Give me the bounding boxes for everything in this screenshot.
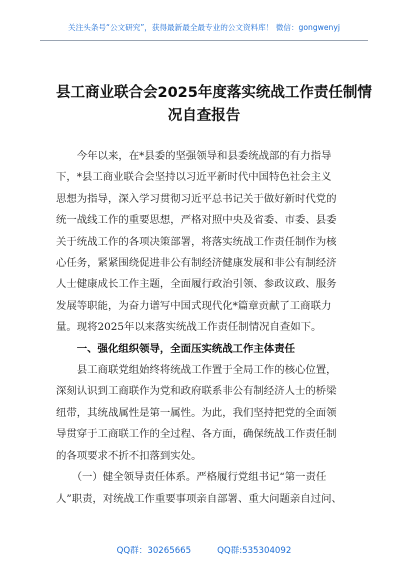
text-line: 人”职责，对统战工作重要事项亲自部署、重大问题亲自过问、 [56, 492, 342, 505]
intro-paragraph [56, 146, 352, 339]
title-line: 况自查报告 [167, 108, 241, 124]
text-line: 心任务，紧紧围绕促进非公有制经济健康发展和非公有制经济 [56, 257, 337, 270]
text-line: 的各项要求不折不扣落到实处。 [56, 449, 202, 462]
document-body [56, 146, 352, 510]
text-line: 县工商联党组始终将统战工作置于全局工作的核心位置， [56, 364, 337, 377]
text-line: 人士健康成长工作主题，全面履行政治引领、参政议政、服务 [56, 278, 337, 291]
text-line: 发展等职能，为奋力谱写中国式现代化*篇章贡献了工商联力 [56, 299, 332, 312]
text-line: 今年以来，在*县委的坚强领导和县委统战部的有力指导 [56, 150, 332, 162]
heading-line: 一、强化组织领导，全面压实统战工作主体责任 [56, 342, 295, 355]
text-line: 思想为指导，深入学习贯彻习近平总书记关于做好新时代党的 [56, 192, 337, 205]
header-divider [40, 40, 368, 41]
text-line: 下，*县工商业联合会坚持以习近平新时代中国特色社会主义 [56, 171, 332, 184]
footer-contact [40, 544, 368, 556]
header-banner: 关注头条号“公文研究”，获得最新最全最专业的公文资料库！ 微信：gongwenyj [68, 23, 340, 32]
text-line: 关于统战工作的各项决策部署，将落实统战工作责任制作为核 [56, 235, 337, 248]
subsection-paragraph [56, 467, 352, 510]
document-title [56, 82, 372, 128]
text-line: （一）健全领导责任体系。严格履行党组书记“第一责任 [56, 471, 327, 484]
text-line: 纽带，其统战属性是第一属性。为此，我们坚持把党的全面领 [56, 406, 337, 419]
section-paragraph [56, 360, 352, 467]
footer-qq-left: QQ群：30265665 [116, 546, 192, 556]
text-line: 统一战线工作的重要思想，严格对照中央及省委、市委、县委 [56, 214, 337, 227]
text-line: 量。现将2025年以来落实统战工作责任制情况自查如下。 [56, 321, 322, 334]
text-line: 导贯穿于工商联工作的全过程、各方面，确保统战工作责任制 [56, 428, 337, 441]
text-line: 深刻认识到工商联作为党和政府联系非公有制经济人士的桥梁 [56, 385, 337, 398]
section-heading [56, 339, 352, 360]
footer-qq-right: QQ群:535304092 [217, 546, 292, 556]
title-line: 县工商业联合会2025年度落实统战工作责任制情 [56, 85, 372, 101]
